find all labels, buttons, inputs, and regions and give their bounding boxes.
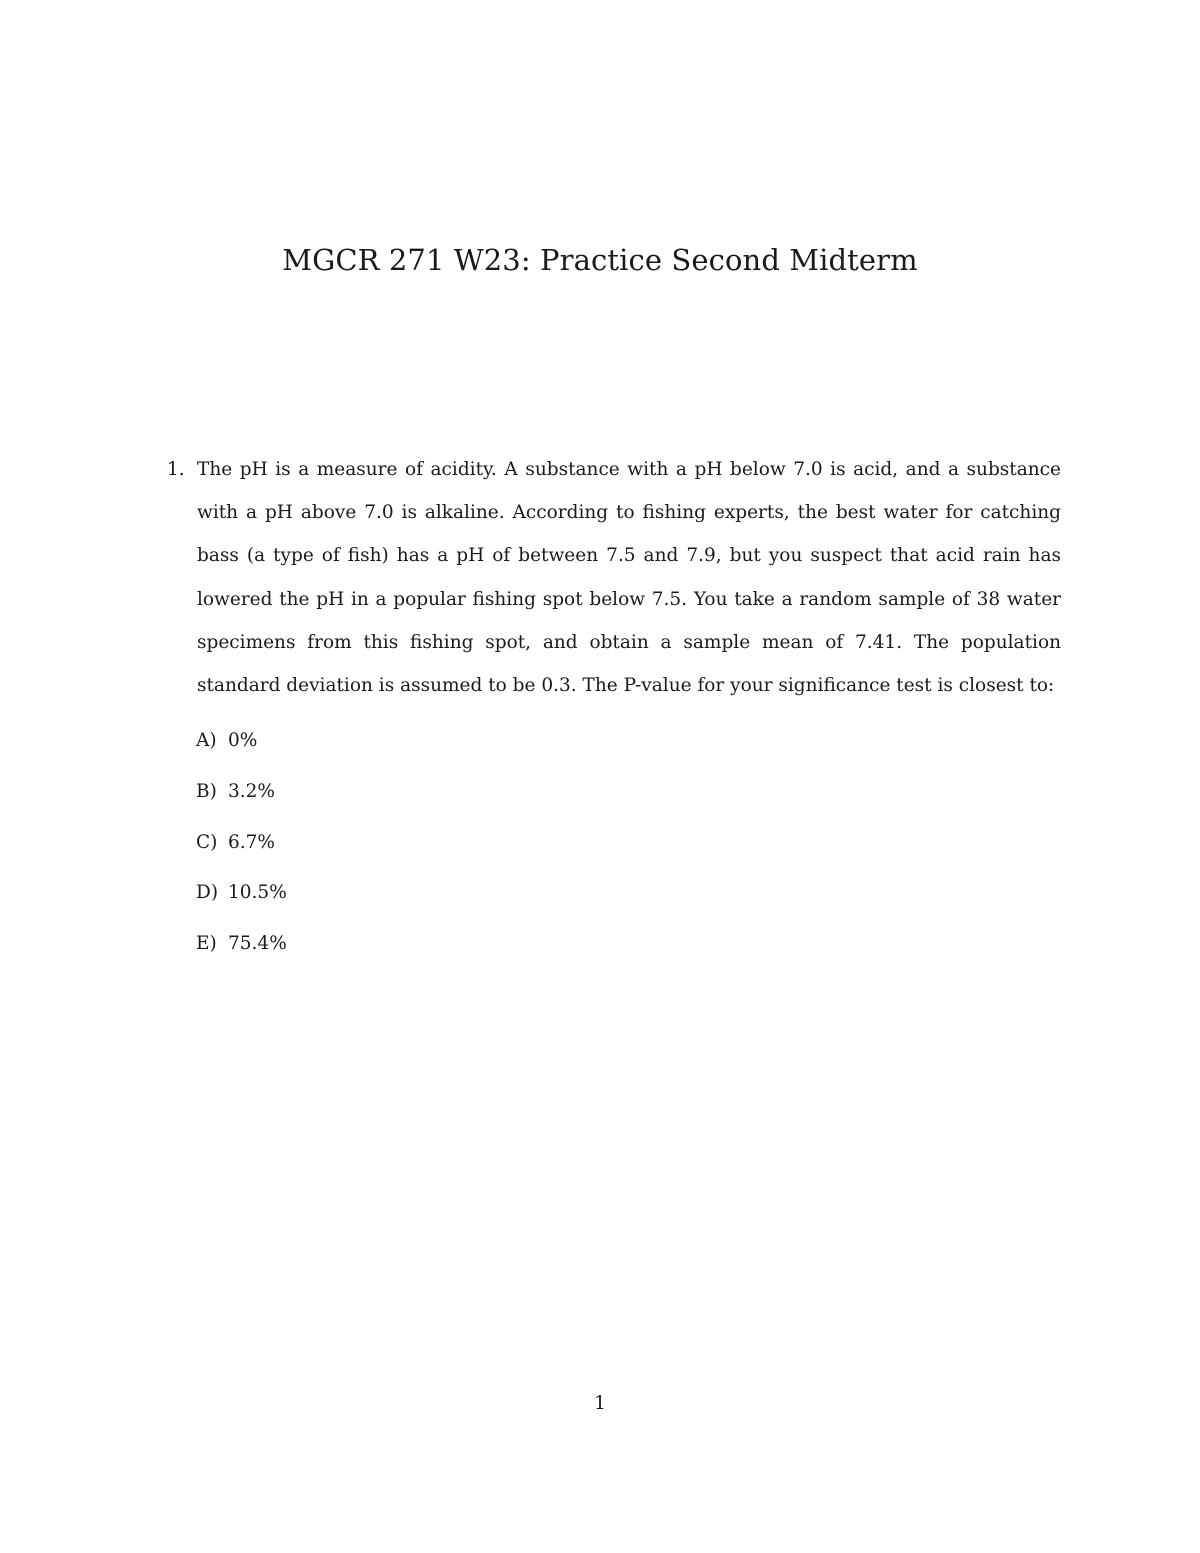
option-letter: A) — [196, 730, 217, 751]
option-d — [196, 875, 287, 926]
option-letter: C) — [196, 831, 218, 853]
option-text: 6.7% — [228, 831, 275, 853]
answer-options — [196, 723, 287, 977]
page-number: 1 — [594, 1393, 606, 1414]
option-text: 10.5% — [228, 882, 287, 904]
option-e — [196, 926, 287, 977]
option-text: 3.2% — [228, 780, 275, 802]
option-letter: D) — [196, 882, 219, 904]
option-a — [196, 723, 287, 774]
question-number: 1. — [167, 459, 185, 480]
option-b — [196, 774, 287, 825]
option-letter: B) — [196, 780, 217, 802]
option-text: 75.4% — [228, 933, 287, 955]
option-letter: E) — [196, 933, 217, 955]
option-c — [196, 825, 287, 876]
document-title: MGCR 271 W23: Practice Second Midterm — [282, 243, 918, 277]
option-text: 0% — [228, 730, 258, 751]
question-text: The pH is a measure of acidity. A substance with a pH below 7.0 is acid, and a substance with a pH above 7.0 is alkaline. According to fishing experts, the best water for catching bass (a type of fish) has a pH of between 7.5 and 7.9, but you suspect that acid rain has lowered the pH in a popular fishing spot below 7.5. You take a random sample of 38 water specimens from this fishing spot, and obtain a sample mean of 7.41. The population standard deviation is assumed to be 0.3. The P-value for your significance test is closest to: — [197, 459, 1061, 697]
